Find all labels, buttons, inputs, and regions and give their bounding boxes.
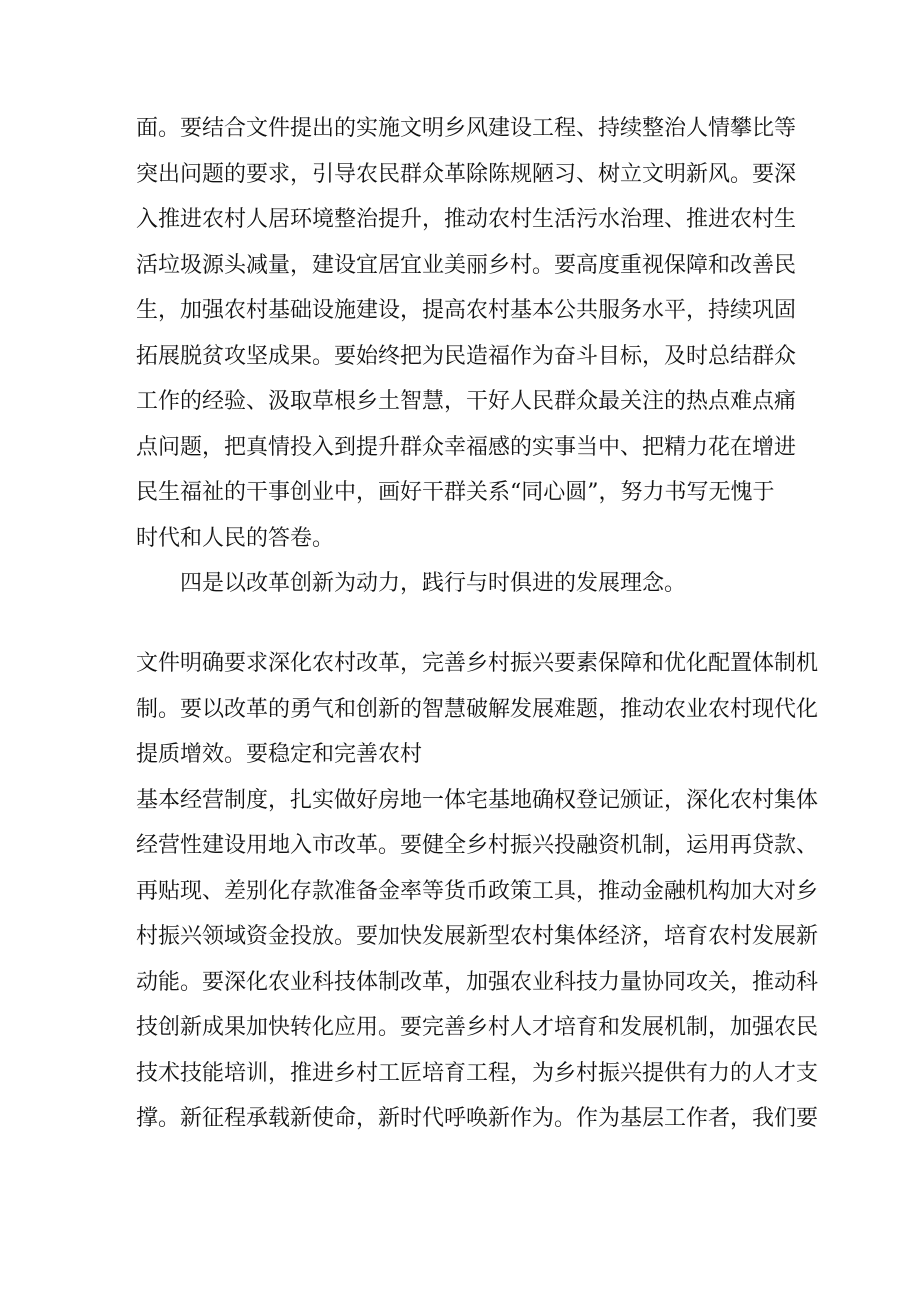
text-line: 基本经营制度，扎实做好房地一体宅基地确权登记颁证，深化农村集体 — [136, 787, 819, 813]
text-line: 生，加强农村基础设施建设，提高农村基本公共服务水平，持续巩固 — [136, 298, 797, 323]
text-line: 文件明确要求深化农村改革，完善乡村振兴要素保障和优化配置体制机 — [136, 651, 819, 676]
text-line: 再贴现、差别化存款准备金率等货币政策工具，推动金融机构加大对乡 — [136, 878, 819, 904]
text-line: 撑。新征程承载新使命，新时代呼唤新作为。作为基层工作者，我们要 — [136, 1106, 819, 1131]
text-line: 制。要以改革的勇气和创新的智慧破解发展难题，推动农业农村现代化 — [136, 696, 819, 722]
text-line: 时代和人民的答卷。 — [136, 525, 335, 551]
text-line: 民生福祉的干事创业中，画好干群关系“同心圆”，努力书写无愧于 — [136, 480, 775, 505]
text-line: 技术技能培训，推进乡村工匠培育工程，为乡村振兴提供有力的人才支 — [136, 1060, 819, 1086]
text-line: 技创新成果加快转化应用。要完善乡村人才培育和发展机制，加强农民 — [136, 1015, 819, 1040]
text-line: 突出问题的要求，引导农民群众革除陈规陋习、树立文明新风。要深 — [136, 161, 797, 187]
text-line: 工作的经验、汲取草根乡土智慧，干好人民群众最关注的热点难点痛 — [136, 389, 797, 414]
text-line: 村振兴领域资金投放。要加快发展新型农村集体经济，培育农村发展新 — [136, 924, 819, 949]
text-line: 动能。要深化农业科技体制改革，加强农业科技力量协同攻关，推动科 — [136, 969, 819, 995]
paragraph-reform — [136, 641, 819, 1142]
text-line: 提质增效。要稳定和完善农村 — [136, 742, 423, 767]
text-line: 活垃圾源头减量，建设宜居宜业美丽乡村。要高度重视保障和改善民 — [136, 252, 797, 278]
text-line: 拓展脱贫攻坚成果。要始终把为民造福作为奋斗目标，及时总结群众 — [136, 343, 797, 369]
text-line: 经营性建设用地入市改革。要健全乡村振兴投融资机制，运用再贷款、 — [136, 833, 819, 858]
text-line: 入推进农村人居环境整治提升，推动农村生活污水治理、推进农村生 — [136, 207, 797, 232]
section-heading: 四是以改革创新为动力，践行与时俱进的发展理念。 — [180, 571, 687, 596]
text-line: 点问题，把真情投入到提升群众幸福感的实事当中、把精力花在增进 — [136, 434, 797, 460]
text-line: 面。要结合文件提出的实施文明乡风建设工程、持续整治人情攀比等 — [136, 116, 797, 141]
paragraph-civilization — [136, 106, 816, 607]
